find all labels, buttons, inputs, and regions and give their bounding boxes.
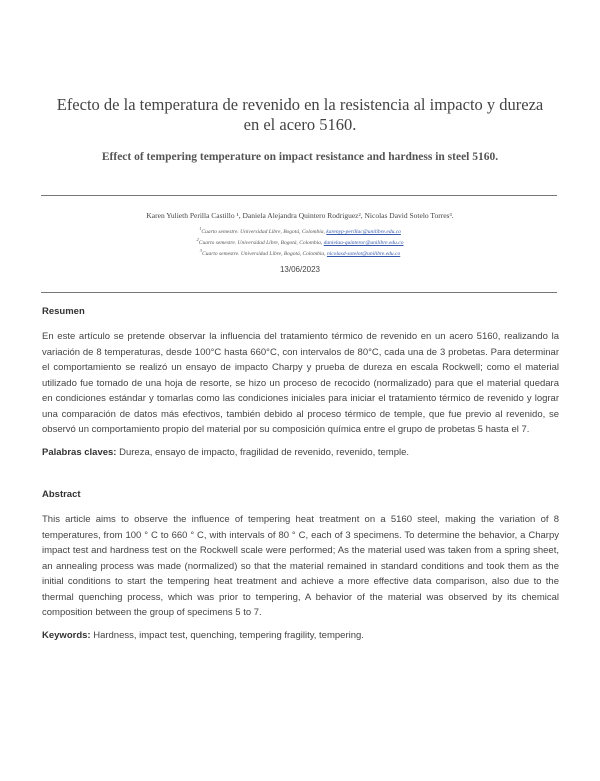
affiliation-1: $^1$Cuarto semestre. Universidad Libre, Bogotá, Colombia, karenyp-perillac@unilibre.edu.co [199, 226, 401, 235]
affiliation-3: $^3$Cuarto semestre. Universidad Libre, Bogotá, Colombia, nicolasd-sotelot@unilibre.edu.co [199, 248, 401, 257]
affiliation-2: $^2$Cuarto semestre. Universidad Libre, Bogotá, Colombia, danielaa-quinteror@unilibre.edu.co [196, 237, 404, 246]
keywords-text: Hardness, impact test, quenching, tempering fragility, tempering. [90, 630, 364, 641]
divider-bottom [41, 292, 557, 293]
palabras-claves [42, 447, 559, 458]
resumen-heading: Resumen [42, 306, 85, 317]
keywords-text: Dureza, ensayo de impacto, fragilidad de revenido, revenido, temple. [116, 447, 410, 458]
email-link[interactable]: danielaa-quinteror@unilibre.edu.co [323, 239, 404, 246]
email-link[interactable]: karenyp-perillac@unilibre.edu.co [326, 228, 401, 235]
keywords-label: Keywords: [42, 630, 91, 641]
divider-top [41, 195, 557, 196]
title-spanish: Efecto de la temperatura de revenido en la resistencia al impacto y dureza en el acero 5160. [56, 95, 544, 134]
abstract-body: This article aims to observe the influence of tempering heat treatment on a 5160 steel, making the variation of 8 temperatures, from 100 ° C to 660 ° C, with intervals of 80 ° C, each of 3 specimens. To determine the behavior, a Charpy impact test and hardness test on the Rockwell scale were performed; As the material used was taken from a spring sheet, an annealing process was made (normalized) so that the material remained in standard conditions and took them as the initial conditions to start the tempering heat treatment and achieve a more effective data comparison, also due to the thermal quenching process, which was prior to tempering, A behavior of the material was observed by its chemical composition between the group of specimens 5 to 7. [42, 514, 559, 618]
keywords-en [42, 630, 559, 641]
abstract-heading: Abstract [42, 489, 81, 500]
title-english: Effect of tempering temperature on impact resistance and hardness in steel 5160. [101, 151, 499, 163]
keywords-label: Palabras claves: [42, 447, 117, 458]
email-link[interactable]: nicolasd-sotelot@unilibre.edu.co [326, 250, 401, 257]
publication-date: 13/06/2023 [279, 265, 321, 274]
resumen-body: En este artículo se pretende observar la influencia del tratamiento térmico de revenido en un acero 5160, realizando la variación de 8 temperaturas, desde 100°C hasta 660°C, con intervalos de 80°C, cada una de 3 probetas. Para determinar el comportamiento se realizó un ensayo de impacto Charpy y prueba de dureza en escala Rockwell; como el material utilizado fue tomado de una hoja de resorte, se hizo un proceso de recocido (normalizado) para que el material quedara en condiciones estándar y tomarlas como las condiciones iniciales para iniciar el tratamiento térmico de revenido y lograr una comparación de datos más efectivos, también debido al proceso térmico de temple, que fue previo al revenido, se observó un comportamiento propio del material por su composición química entre el grupo de probetas 5 hasta el 7. [42, 331, 559, 435]
author-list: Karen Yulieth Perilla Castillo ¹, Daniela Alejandra Quintero Rodriguez², Nicolas David Sotelo Torres³. [146, 211, 454, 220]
